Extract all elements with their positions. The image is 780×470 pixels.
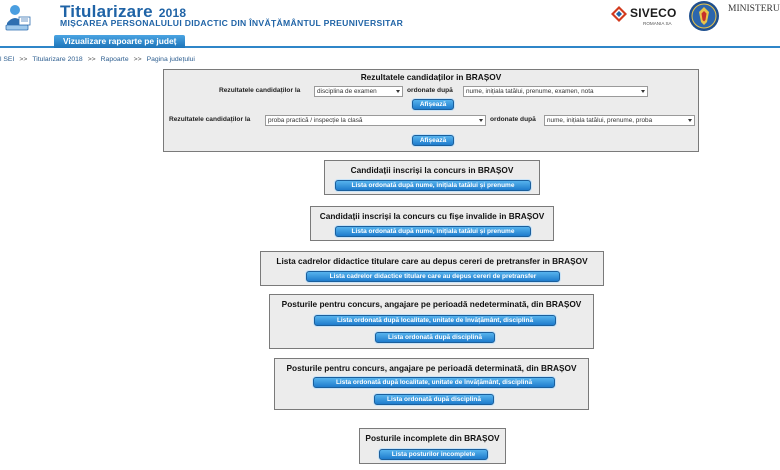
indeterminate-panel xyxy=(269,294,594,349)
results-row2-label: Rezultatele candidaților la xyxy=(169,116,251,123)
indeterminate-by-discipline-button[interactable]: Lista ordonată după disciplină xyxy=(375,332,495,343)
siveco-mark-icon xyxy=(610,5,628,23)
row1-order-select[interactable]: nume, inițiala tatălui, prenume, examen, nota xyxy=(463,86,648,97)
tab-bar xyxy=(0,34,780,48)
incomplete-panel xyxy=(359,428,506,464)
invalid-list-button[interactable]: Lista ordonată după nume, inițiala tatălui și prenume xyxy=(335,226,531,237)
registered-list-button[interactable]: Lista ordonată după nume, inițiala tatălui și prenume xyxy=(335,180,531,191)
tab-county-reports[interactable]: Vizualizare rapoarte pe județ xyxy=(54,35,185,48)
pretransfer-panel xyxy=(260,251,604,286)
determinate-by-locality-button[interactable]: Lista ordonată după localitate, unitate de învățământ, disciplină xyxy=(313,377,555,388)
siveco-sub: ROMANIA SA xyxy=(643,21,672,26)
breadcrumb-current: Pagina județului xyxy=(146,56,195,63)
incomplete-title: Posturile incomplete din BRAȘOV xyxy=(365,433,500,443)
indeterminate-title: Posturile pentru concurs, angajare pe perioadă nedeterminată, din BRAȘOV xyxy=(281,299,582,309)
discipline-select[interactable]: disciplina de examen xyxy=(314,86,403,97)
practical-exam-select[interactable]: proba practică / inspecție la clasă xyxy=(265,115,486,126)
breadcrumb-separator: >> xyxy=(19,56,28,63)
chevron-down-icon xyxy=(641,90,645,93)
breadcrumb-separator: >> xyxy=(133,56,142,63)
row2-show-button[interactable]: Afișează xyxy=(412,135,454,146)
app-subtitle: MIȘCAREA PERSONALULUI DIDACTIC DIN ÎNVĂȚĂMÂNTUL PREUNIVERSITAR xyxy=(60,18,404,28)
determinate-title: Posturile pentru concurs, angajare pe perioadă determinată, din BRAȘOV xyxy=(286,363,577,373)
registered-title: Candidații inscriși la concurs in BRAȘOV xyxy=(350,165,514,175)
chevron-down-icon xyxy=(688,119,692,122)
invalid-panel xyxy=(310,206,554,241)
header xyxy=(0,0,780,34)
breadcrumb-titularizare[interactable]: Titularizare 2018 xyxy=(32,56,83,63)
siveco-logo xyxy=(610,4,682,28)
chevron-down-icon xyxy=(479,119,483,122)
results-title: Rezultatele candidaților in BRAȘOV xyxy=(360,72,502,82)
invalid-title: Candidații inscriși la concurs cu fișe invalide in BRAȘOV xyxy=(319,211,545,221)
results-panel xyxy=(163,69,699,152)
determinate-panel xyxy=(274,358,589,410)
pretransfer-title: Lista cadrelor didactice titulare care au depus cereri de pretransfer in BRAȘOV xyxy=(276,256,588,266)
breadcrumb xyxy=(0,56,195,63)
chevron-down-icon xyxy=(396,90,400,93)
app-logo-icon xyxy=(4,3,32,33)
determinate-by-discipline-button[interactable]: Lista ordonată după disciplină xyxy=(374,394,494,405)
row1-show-button[interactable]: Afișează xyxy=(412,99,454,110)
app-year: 2018 xyxy=(158,6,187,20)
row2-order-select[interactable]: nume, inițiala tatălui, prenume, proba xyxy=(544,115,695,126)
breadcrumb-sei[interactable]: l SEI xyxy=(0,56,15,63)
registered-panel xyxy=(324,160,540,195)
pretransfer-list-button[interactable]: Lista cadrelor didactice titulare care au depus cereri de pretransfer xyxy=(306,271,560,282)
results-row1-label: Rezultatele candidaților la xyxy=(219,87,301,94)
siveco-name: SIVECO xyxy=(630,6,677,20)
results-row2-order-label: ordonate după xyxy=(490,116,536,123)
indeterminate-by-locality-button[interactable]: Lista ordonată după localitate, unitate de învățământ, disciplină xyxy=(314,315,556,326)
app-title: Titularizare 2018 xyxy=(60,2,187,21)
breadcrumb-rapoarte[interactable]: Rapoarte xyxy=(100,56,129,63)
ministry-name: MINISTERU xyxy=(728,4,780,14)
results-row1-order-label: ordonate după xyxy=(407,87,453,94)
breadcrumb-separator: >> xyxy=(87,56,96,63)
incomplete-list-button[interactable]: Lista posturilor incomplete xyxy=(379,449,488,460)
ministry-crest-icon xyxy=(688,0,720,32)
